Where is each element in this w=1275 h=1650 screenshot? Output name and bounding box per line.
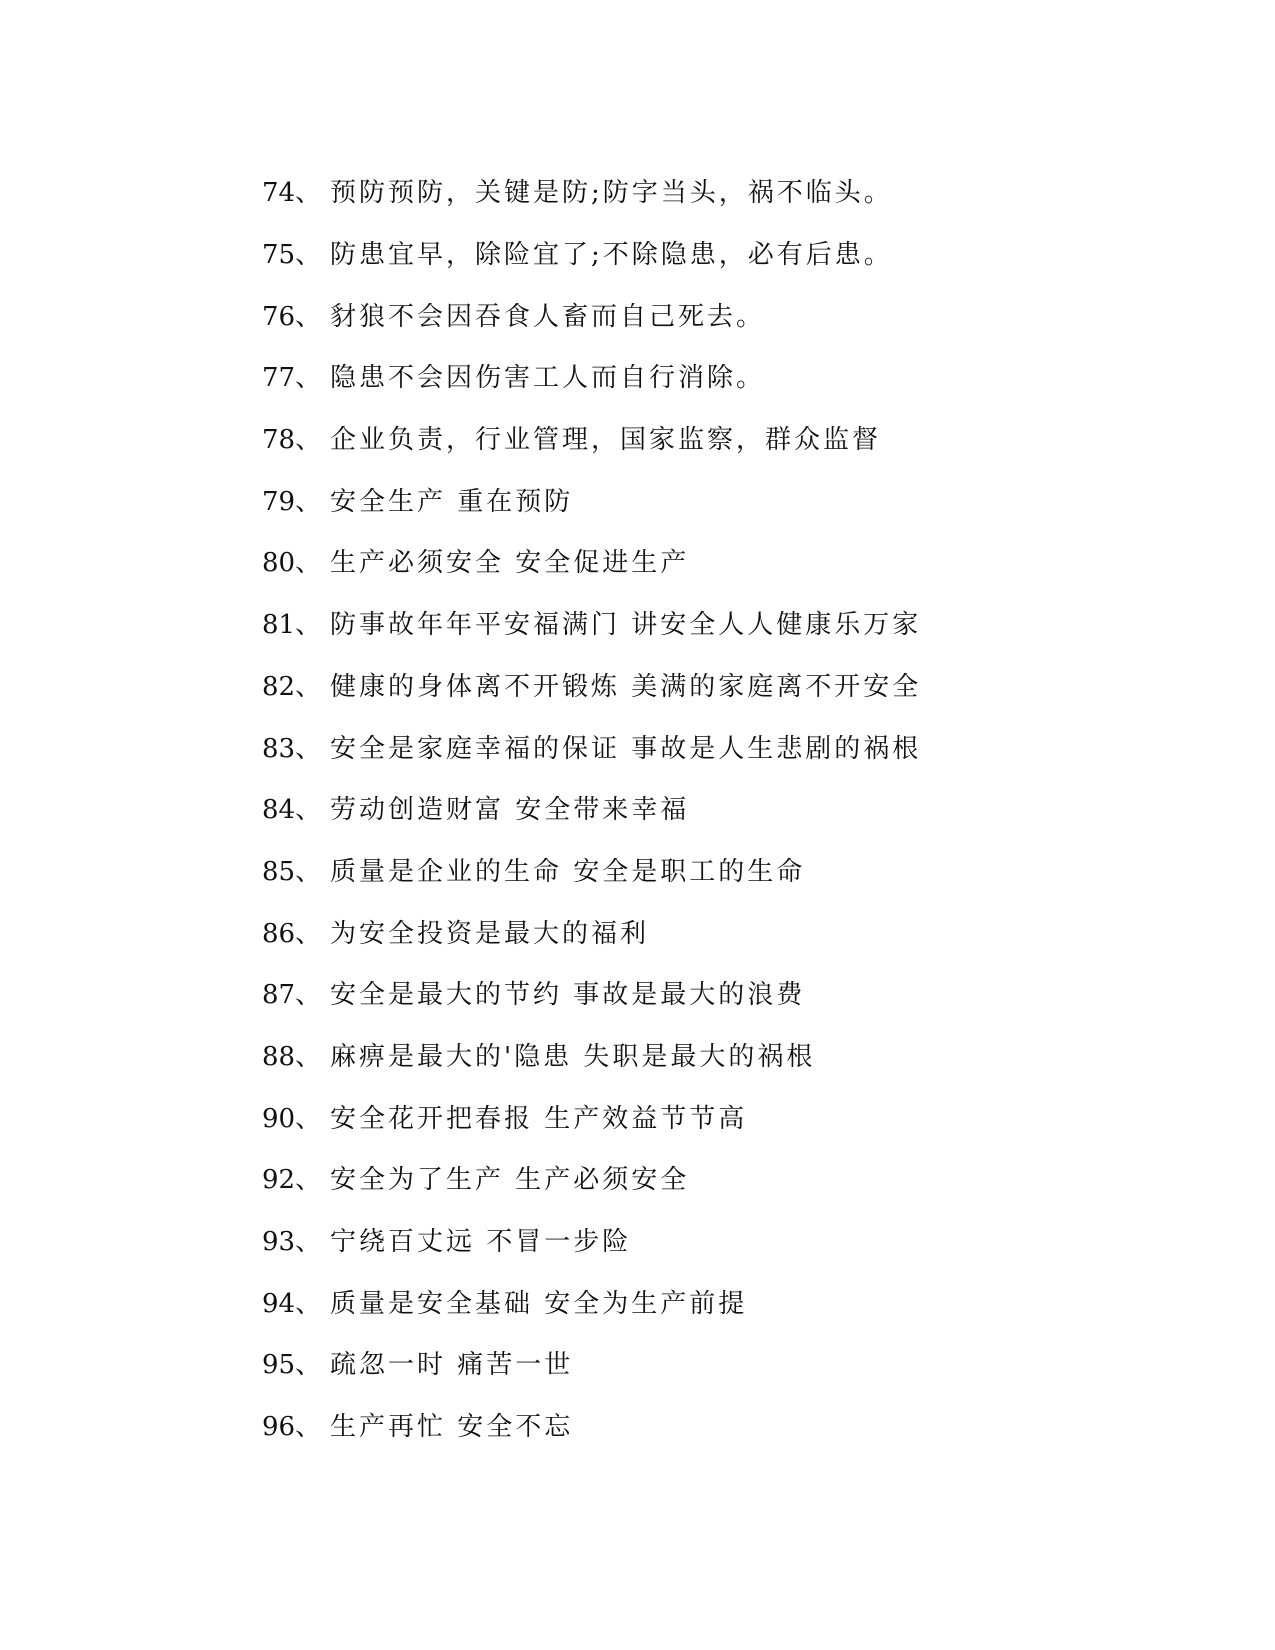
item-text: 安全花开把春报 生产效益节节高 [330,1103,748,1134]
item-number: 92、 [262,1165,322,1196]
item-text: 疏忽一时 痛苦一世 [330,1350,574,1381]
item-number: 96、 [262,1412,322,1443]
item-text: 宁绕百丈远 不冒一步险 [330,1227,632,1258]
slogan-list [262,160,1162,1455]
list-item [262,962,1162,1024]
item-text: 安全是最大的节约 事故是最大的浪费 [330,980,806,1011]
list-item [262,592,1162,654]
list-item [262,468,1162,530]
item-number: 75、 [262,240,322,271]
item-number: 79、 [262,486,322,517]
item-text: 劳动创造财富 安全带来幸福 [330,795,690,826]
list-item [262,1024,1162,1086]
item-text: 企业负责，行业管理，国家监察，群众监督 [330,425,882,456]
item-text: 安全是家庭幸福的保证 事故是人生悲剧的祸根 [330,733,922,764]
list-item [262,1209,1162,1271]
item-number: 88、 [262,1041,322,1072]
item-number: 95、 [262,1350,322,1381]
list-item [262,839,1162,901]
item-text: 防患宜早，除险宜了;不除隐患，必有后患。 [330,240,893,271]
item-number: 77、 [262,363,322,394]
item-text: 豺狼不会因吞食人畜而自己死去。 [330,301,766,332]
list-item [262,1085,1162,1147]
list-item [262,407,1162,469]
item-text: 安全为了生产 生产必须安全 [330,1165,690,1196]
item-text: 隐患不会因伤害工人而自行消除。 [330,363,766,394]
item-number: 90、 [262,1103,322,1134]
item-text: 生产必须安全 安全促进生产 [330,548,690,579]
item-number: 86、 [262,918,322,949]
item-number: 82、 [262,671,322,702]
list-item [262,777,1162,839]
item-text: 生产再忙 安全不忘 [330,1412,574,1443]
item-number: 80、 [262,548,322,579]
item-number: 94、 [262,1288,322,1319]
item-text: 麻痹是最大的'隐患 失职是最大的祸根 [330,1041,816,1072]
item-text: 为安全投资是最大的福利 [330,918,650,949]
list-item [262,900,1162,962]
item-number: 78、 [262,425,322,456]
item-text: 质量是企业的生命 安全是职工的生命 [330,856,806,887]
list-item [262,283,1162,345]
list-item [262,345,1162,407]
list-item [262,715,1162,777]
item-number: 84、 [262,795,322,826]
list-item [262,222,1162,284]
item-text: 健康的身体离不开锻炼 美满的家庭离不开安全 [330,671,922,702]
item-text: 安全生产 重在预防 [330,486,574,517]
list-item [262,1332,1162,1394]
item-number: 76、 [262,301,322,332]
item-text: 质量是安全基础 安全为生产前提 [330,1288,748,1319]
item-number: 81、 [262,610,322,641]
list-item [262,1147,1162,1209]
item-text: 预防预防，关键是防;防字当头，祸不临头。 [330,178,893,209]
list-item [262,654,1162,716]
item-number: 87、 [262,980,322,1011]
list-item [262,1270,1162,1332]
item-number: 85、 [262,856,322,887]
list-item [262,160,1162,222]
item-number: 74、 [262,178,322,209]
list-item [262,530,1162,592]
list-item [262,1394,1162,1456]
item-text: 防事故年年平安福满门 讲安全人人健康乐万家 [330,610,922,641]
item-number: 83、 [262,733,322,764]
item-number: 93、 [262,1227,322,1258]
